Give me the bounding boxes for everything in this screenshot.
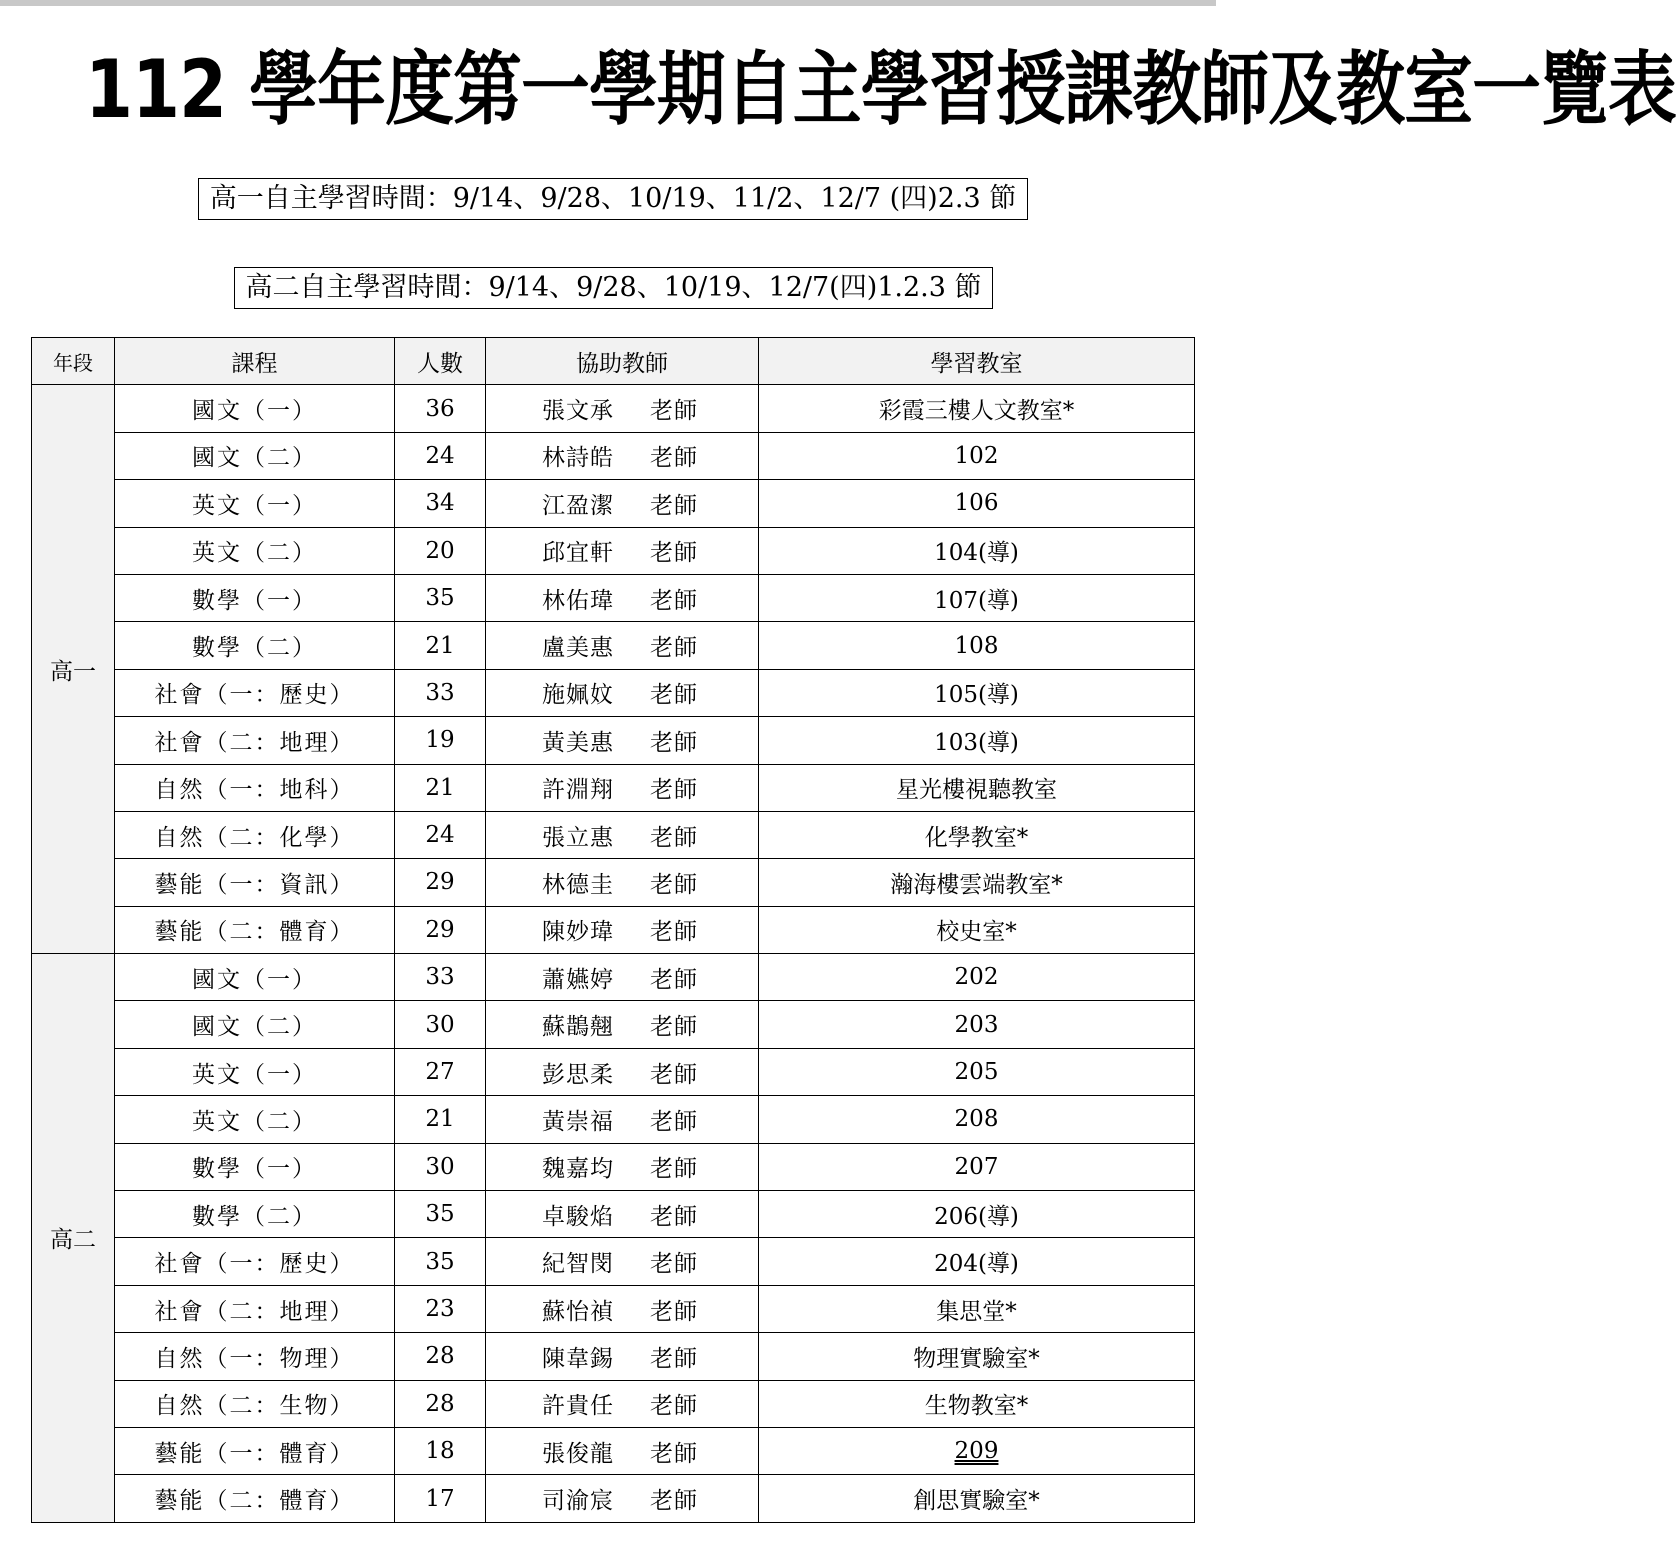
- grade-cell: 高一: [32, 385, 115, 954]
- room-name: 瀚海樓雲端教室*: [890, 871, 1063, 898]
- teacher-title: 老師: [650, 540, 698, 567]
- schedule-grade-1: 高一自主學習時間：9/14、9/28、10/19、11/2、12/7 (四)2.3 節: [198, 178, 1028, 220]
- table-row: [32, 1285, 1195, 1332]
- table-row: [32, 1001, 1195, 1048]
- course-cell: 社會（二：地理）: [115, 717, 395, 764]
- count-cell: 17: [395, 1475, 486, 1522]
- room-name: 207: [954, 1153, 999, 1180]
- room-cell: [759, 1191, 1195, 1238]
- teacher-title: 老師: [650, 824, 698, 851]
- room-cell: [759, 717, 1195, 764]
- room-name: 203: [954, 1011, 999, 1038]
- table-row: [32, 764, 1195, 811]
- room-cell: [759, 859, 1195, 906]
- teacher-name: 施姵妏: [542, 682, 614, 709]
- course-cell: 藝能（二：體育）: [115, 1475, 395, 1522]
- table-row: [32, 480, 1195, 527]
- table-row: [32, 954, 1195, 1001]
- room-name: 107(導): [934, 587, 1019, 614]
- room-name: 205: [954, 1059, 999, 1086]
- grade-cell: 高二: [32, 954, 115, 1523]
- teacher-title: 老師: [650, 1298, 698, 1325]
- room-cell: [759, 669, 1195, 716]
- teacher-name: 司渝宸: [542, 1488, 614, 1515]
- course-cell: 數學（二）: [115, 622, 395, 669]
- table-row: [32, 1191, 1195, 1238]
- teacher-title: 老師: [650, 635, 698, 662]
- room-cell: [759, 574, 1195, 621]
- teacher-name: 魏嘉均: [542, 1156, 614, 1183]
- teacher-cell: [486, 574, 759, 621]
- room-cell: [759, 1475, 1195, 1522]
- header-course: 課程: [115, 338, 395, 385]
- count-cell: 35: [395, 574, 486, 621]
- table-row: [32, 1475, 1195, 1522]
- room-cell: [759, 385, 1195, 432]
- teacher-name: 江盈潔: [542, 492, 614, 519]
- count-cell: 36: [395, 385, 486, 432]
- teacher-title: 老師: [650, 1156, 698, 1183]
- course-cell: 藝能（二：體育）: [115, 906, 395, 953]
- room-name: 202: [954, 964, 999, 991]
- teacher-name: 黃崇福: [542, 1108, 614, 1135]
- room-cell: [759, 906, 1195, 953]
- table-row: [32, 1427, 1195, 1474]
- teacher-cell: [486, 1143, 759, 1190]
- room-name: 校史室*: [936, 919, 1017, 946]
- count-cell: 35: [395, 1191, 486, 1238]
- course-cell: 國文（一）: [115, 954, 395, 1001]
- teacher-cell: [486, 1333, 759, 1380]
- teacher-title: 老師: [650, 1488, 698, 1515]
- teacher-cell: [486, 1427, 759, 1474]
- count-cell: 23: [395, 1285, 486, 1332]
- room-name: 104(導): [934, 540, 1019, 567]
- header-count: 人數: [395, 338, 486, 385]
- teacher-title: 老師: [650, 1345, 698, 1372]
- course-cell: 社會（二：地理）: [115, 1285, 395, 1332]
- room-cell: [759, 1096, 1195, 1143]
- teacher-cell: [486, 859, 759, 906]
- room-name: 204(導): [934, 1251, 1019, 1278]
- top-border: [0, 0, 1216, 6]
- count-cell: 18: [395, 1427, 486, 1474]
- table-row: [32, 432, 1195, 479]
- teacher-name: 許貴任: [542, 1393, 614, 1420]
- course-cell: 自然（二：生物）: [115, 1380, 395, 1427]
- count-cell: 21: [395, 764, 486, 811]
- room-cell: [759, 811, 1195, 858]
- room-cell: [759, 432, 1195, 479]
- teacher-name: 蘇鵲翹: [542, 1014, 614, 1041]
- room-name: 彩霞三樓人文教室*: [878, 398, 1075, 425]
- count-cell: 28: [395, 1333, 486, 1380]
- course-cell: 數學（二）: [115, 1191, 395, 1238]
- teacher-title: 老師: [650, 398, 698, 425]
- teacher-title: 老師: [650, 1061, 698, 1088]
- course-cell: 數學（一）: [115, 574, 395, 621]
- table-row: [32, 622, 1195, 669]
- teacher-name: 陳韋錫: [542, 1345, 614, 1372]
- teacher-name: 蕭嬿婷: [542, 966, 614, 993]
- teacher-cell: [486, 1285, 759, 1332]
- room-cell: [759, 954, 1195, 1001]
- table-row: [32, 859, 1195, 906]
- count-cell: 27: [395, 1048, 486, 1095]
- room-name: 208: [954, 1106, 999, 1133]
- teacher-title: 老師: [650, 587, 698, 614]
- teacher-title: 老師: [650, 966, 698, 993]
- count-cell: 30: [395, 1143, 486, 1190]
- teacher-title: 老師: [650, 729, 698, 756]
- count-cell: 21: [395, 622, 486, 669]
- count-cell: 33: [395, 954, 486, 1001]
- header-teacher: 協助教師: [486, 338, 759, 385]
- teacher-title: 老師: [650, 919, 698, 946]
- header-grade: 年段: [32, 338, 115, 385]
- teacher-name: 紀智閔: [542, 1251, 614, 1278]
- header-room: 學習教室: [759, 338, 1195, 385]
- teacher-title: 老師: [650, 682, 698, 709]
- table-row: [32, 1048, 1195, 1095]
- teacher-cell: [486, 1048, 759, 1095]
- course-cell: 英文（一）: [115, 480, 395, 527]
- teacher-name: 邱宜軒: [542, 540, 614, 567]
- teacher-name: 彭思柔: [542, 1061, 614, 1088]
- teacher-name: 張俊龍: [542, 1440, 614, 1467]
- room-cell: [759, 1333, 1195, 1380]
- course-cell: 自然（二：化學）: [115, 811, 395, 858]
- teacher-title: 老師: [650, 492, 698, 519]
- table-row: [32, 1096, 1195, 1143]
- teacher-cell: [486, 954, 759, 1001]
- room-name: 生物教室*: [924, 1393, 1029, 1420]
- course-cell: 自然（一：物理）: [115, 1333, 395, 1380]
- teacher-name: 許淵翔: [542, 777, 614, 804]
- table-row: [32, 906, 1195, 953]
- teacher-cell: [486, 1096, 759, 1143]
- course-cell: 藝能（一：體育）: [115, 1427, 395, 1474]
- room-name: 創思實驗室*: [913, 1488, 1040, 1515]
- count-cell: 28: [395, 1380, 486, 1427]
- teacher-cell: [486, 1380, 759, 1427]
- teacher-name: 黃美惠: [542, 729, 614, 756]
- table-row: [32, 717, 1195, 764]
- teacher-cell: [486, 1238, 759, 1285]
- teacher-cell: [486, 717, 759, 764]
- course-cell: 社會（一：歷史）: [115, 669, 395, 716]
- table-header-row: [32, 338, 1195, 385]
- room-cell: [759, 1427, 1195, 1474]
- room-name: 星光樓視聽教室: [896, 777, 1057, 804]
- course-cell: 自然（一：地科）: [115, 764, 395, 811]
- table-row: [32, 1380, 1195, 1427]
- count-cell: 19: [395, 717, 486, 764]
- teacher-name: 卓駿焰: [542, 1203, 614, 1230]
- room-cell: [759, 1380, 1195, 1427]
- room-cell: [759, 527, 1195, 574]
- count-cell: 34: [395, 480, 486, 527]
- teacher-cell: [486, 1001, 759, 1048]
- count-cell: 20: [395, 527, 486, 574]
- teacher-title: 老師: [650, 1014, 698, 1041]
- page-title: 112 學年度第一學期自主學習授課教師及教室一覽表: [85, 43, 1676, 136]
- table-row: [32, 1238, 1195, 1285]
- teacher-cell: [486, 669, 759, 716]
- table-row: [32, 1143, 1195, 1190]
- count-cell: 21: [395, 1096, 486, 1143]
- teacher-name: 張文承: [542, 398, 614, 425]
- table-row: [32, 1333, 1195, 1380]
- teacher-name: 蘇怡禎: [542, 1298, 614, 1325]
- room-cell: [759, 1285, 1195, 1332]
- count-cell: 33: [395, 669, 486, 716]
- room-cell: [759, 1143, 1195, 1190]
- table-row: [32, 527, 1195, 574]
- room-cell: [759, 622, 1195, 669]
- teacher-cell: [486, 432, 759, 479]
- course-cell: 數學（一）: [115, 1143, 395, 1190]
- room-name: 105(導): [934, 682, 1019, 709]
- teacher-title: 老師: [650, 1203, 698, 1230]
- room-name: 103(導): [934, 729, 1019, 756]
- table-row: [32, 574, 1195, 621]
- teacher-title: 老師: [650, 1108, 698, 1135]
- course-cell: 藝能（一：資訊）: [115, 859, 395, 906]
- course-cell: 國文（一）: [115, 385, 395, 432]
- course-cell: 英文（二）: [115, 1096, 395, 1143]
- teacher-cell: [486, 622, 759, 669]
- table-row: [32, 811, 1195, 858]
- count-cell: 24: [395, 811, 486, 858]
- course-cell: 英文（二）: [115, 527, 395, 574]
- room-cell: [759, 1238, 1195, 1285]
- schedule-grade-2: 高二自主學習時間：9/14、9/28、10/19、12/7(四)1.2.3 節: [234, 267, 993, 309]
- teacher-title: 老師: [650, 777, 698, 804]
- room-name: 108: [954, 632, 999, 659]
- room-name: 106: [954, 490, 999, 517]
- room-name: 化學教室*: [924, 824, 1029, 851]
- teacher-name: 林詩皓: [542, 445, 614, 472]
- course-cell: 國文（二）: [115, 1001, 395, 1048]
- teacher-title: 老師: [650, 445, 698, 472]
- count-cell: 29: [395, 906, 486, 953]
- teacher-cell: [486, 385, 759, 432]
- teacher-title: 老師: [650, 871, 698, 898]
- teacher-name: 陳妙瑋: [542, 919, 614, 946]
- teacher-cell: [486, 1475, 759, 1522]
- teacher-name: 林德圭: [542, 871, 614, 898]
- teacher-cell: [486, 480, 759, 527]
- count-cell: 29: [395, 859, 486, 906]
- room-name: 物理實驗室*: [913, 1345, 1040, 1372]
- teacher-cell: [486, 764, 759, 811]
- teacher-title: 老師: [650, 1440, 698, 1467]
- room-cell: [759, 1048, 1195, 1095]
- count-cell: 24: [395, 432, 486, 479]
- room-name: 209: [954, 1438, 999, 1465]
- teacher-title: 老師: [650, 1393, 698, 1420]
- teacher-cell: [486, 811, 759, 858]
- room-cell: [759, 1001, 1195, 1048]
- teacher-cell: [486, 527, 759, 574]
- room-cell: [759, 764, 1195, 811]
- room-name: 集思堂*: [936, 1298, 1017, 1325]
- room-cell: [759, 480, 1195, 527]
- teacher-name: 盧美惠: [542, 635, 614, 662]
- course-cell: 國文（二）: [115, 432, 395, 479]
- teacher-name: 張立惠: [542, 824, 614, 851]
- room-name: 206(導): [934, 1203, 1019, 1230]
- course-table: [31, 337, 1195, 1523]
- teacher-title: 老師: [650, 1251, 698, 1278]
- count-cell: 30: [395, 1001, 486, 1048]
- teacher-cell: [486, 1191, 759, 1238]
- room-name: 102: [954, 442, 999, 469]
- teacher-cell: [486, 906, 759, 953]
- course-cell: 英文（一）: [115, 1048, 395, 1095]
- table-row: [32, 669, 1195, 716]
- course-cell: 社會（一：歷史）: [115, 1238, 395, 1285]
- count-cell: 35: [395, 1238, 486, 1285]
- table-row: [32, 385, 1195, 432]
- teacher-name: 林佑瑋: [542, 587, 614, 614]
